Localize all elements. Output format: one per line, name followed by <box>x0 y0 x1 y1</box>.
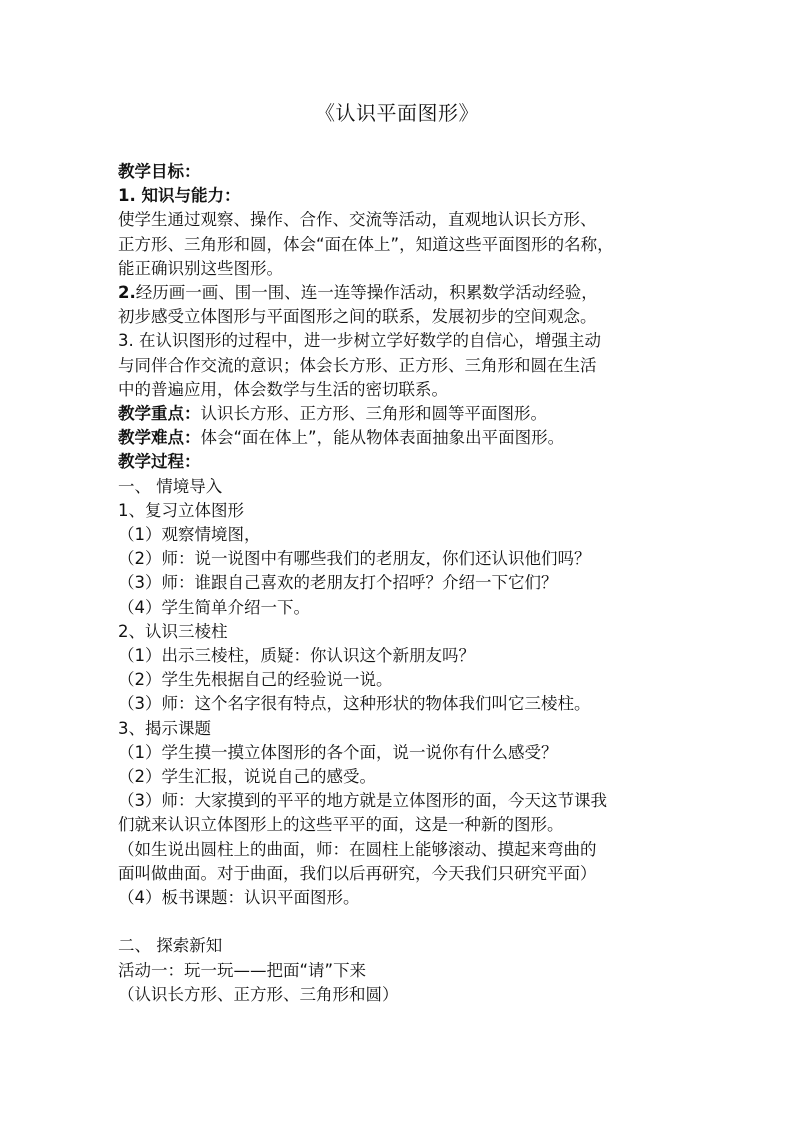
list-item: （1）出示三棱柱，质疑：你认识这个新朋友吗？ <box>118 646 475 666</box>
list-item: 们就来认识立体图形上的这些平平的面，这是一种新的图形。 <box>118 815 564 835</box>
objective-1-heading: 1. 知识与能力： <box>118 186 241 206</box>
subsection-heading: 2、认识三棱柱 <box>118 621 228 641</box>
subsection-heading: 3、揭示课题 <box>118 718 211 738</box>
objective-2-number: 2. <box>118 283 136 303</box>
list-item: （2）师：说一说图中有哪些我们的老朋友，你们还认识他们吗？ <box>118 549 591 569</box>
objective-2-line: 初步感受立体图形与平面图形之间的联系，发展初步的空间观念。 <box>118 307 597 327</box>
activity-note: （认识长方形、正方形、三角形和圆） <box>118 984 399 1004</box>
objective-2-line <box>118 281 698 305</box>
list-item: （3）师：谁跟自己喜欢的老朋友打个招呼？介绍一下它们？ <box>118 573 558 593</box>
subsection-heading: 1、复习立体图形 <box>118 500 244 520</box>
objective-1-line: 使学生通过观察、操作、合作、交流等活动，直观地认识长方形、 <box>118 210 597 230</box>
list-item: （2）学生先根据自己的经验说一说。 <box>118 670 393 690</box>
list-item: （4）板书课题：认识平面图形。 <box>118 888 360 908</box>
process-heading: 教学过程： <box>118 452 201 472</box>
section-heading: 二、 探索新知 <box>118 936 223 956</box>
section-heading: 一、 情境导入 <box>118 476 223 496</box>
activity-heading: 活动一：玩一玩——把面“请”下来 <box>118 960 367 980</box>
key-point-text: 认识长方形、正方形、三角形和圆等平面图形。 <box>200 404 547 424</box>
list-item: （3）师：这个名字很有特点，这种形状的物体我们叫它三棱柱。 <box>118 694 591 714</box>
objective-1-line: 能正确识别这些图形。 <box>118 258 283 278</box>
difficulty <box>118 426 698 450</box>
list-item: （1）学生摸一摸立体图形的各个面，说一说你有什么感受？ <box>118 742 558 762</box>
document-title: 《认识平面图形》 <box>315 101 479 125</box>
objective-3-line: 3. 在认识图形的过程中，进一步树立学好数学的自信心，增强主动 <box>118 331 601 351</box>
objective-2-text: 经历画一画、围一围、连一连等操作活动，积累数学活动经验， <box>135 283 598 303</box>
list-item: （3）师：大家摸到的平平的地方就是立体图形的面，今天这节课我 <box>118 791 607 811</box>
key-point <box>118 402 698 426</box>
list-item: （如生说出圆柱上的曲面，师：在圆柱上能够滚动、摸起来弯曲的 <box>118 839 597 859</box>
key-point-label: 教学重点： <box>118 404 201 424</box>
objective-3-line: 与同伴合作交流的意识；体会长方形、正方形、三角形和圆在生活 <box>118 355 597 375</box>
difficulty-label: 教学难点： <box>118 428 201 448</box>
list-item: 面叫做曲面。对于曲面，我们以后再研究，今天我们只研究平面） <box>118 863 597 883</box>
blank-line <box>118 910 698 934</box>
list-item: （4）学生简单介绍一下。 <box>118 597 310 617</box>
objective-3-line: 中的普遍应用，体会数学与生活的密切联系。 <box>118 379 448 399</box>
list-item: （1）观察情境图， <box>118 525 261 545</box>
document-body <box>118 160 698 1007</box>
difficulty-text: 体会“面在体上”，能从物体表面抽象出平面图形。 <box>200 428 565 448</box>
objective-1-line: 正方形、三角形和圆，体会“面在体上”，知道这些平面图形的名称， <box>118 234 614 254</box>
list-item: （2）学生汇报，说说自己的感受。 <box>118 767 376 787</box>
objectives-heading: 教学目标： <box>118 162 201 181</box>
